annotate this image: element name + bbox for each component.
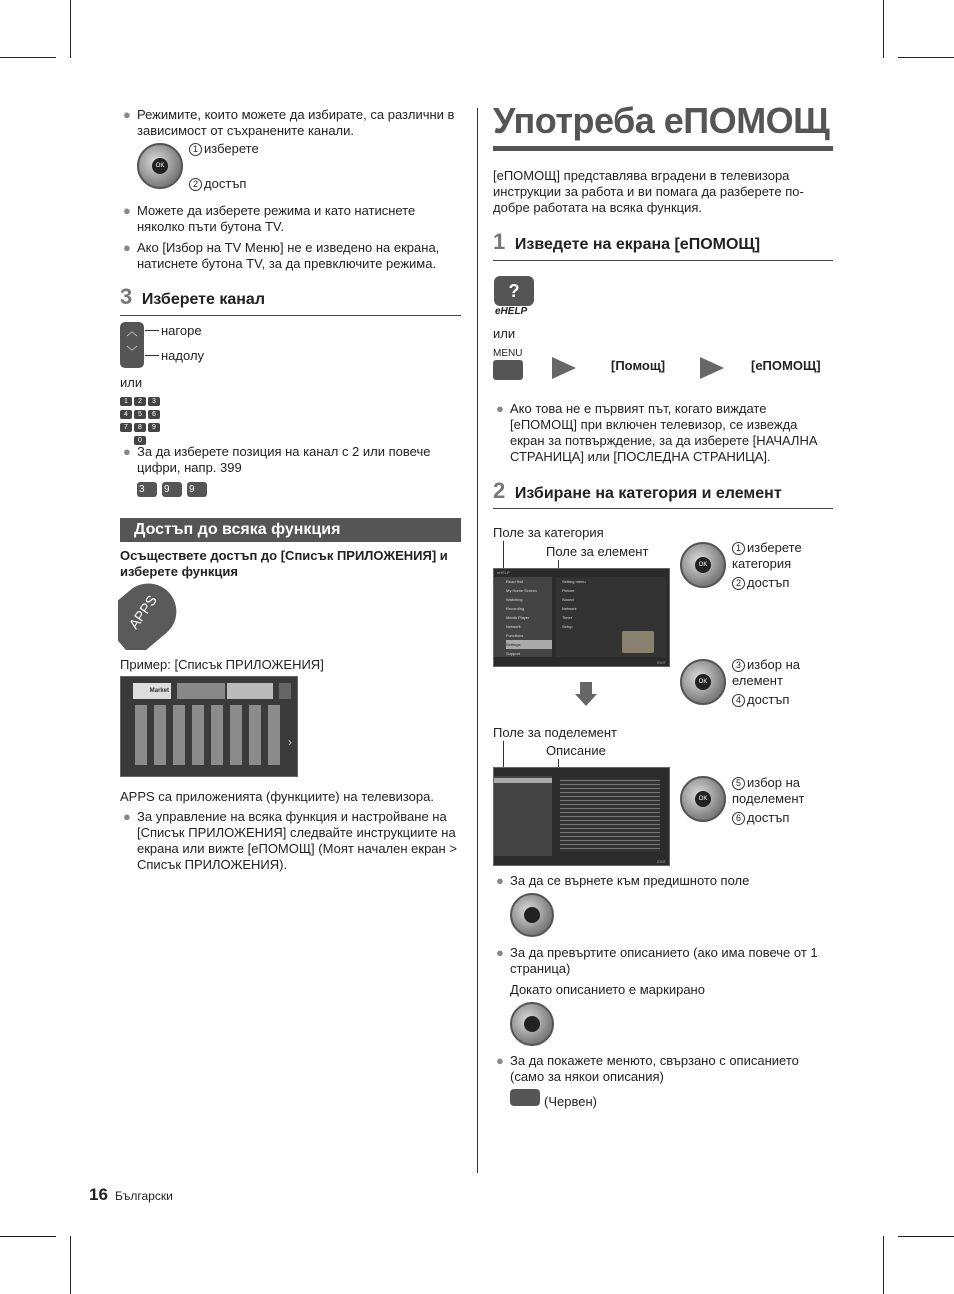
label-subelement-field: Поле за поделемент: [493, 725, 618, 740]
ok-pad-updown-icon: OK: [680, 659, 726, 705]
tile: [227, 683, 273, 699]
title-rule: [493, 146, 833, 151]
crop-mark: [898, 1236, 954, 1237]
crop-mark: [0, 57, 56, 58]
example-caption: Пример: [Списък ПРИЛОЖЕНИЯ]: [120, 657, 324, 672]
help-button-icon: ?: [494, 276, 534, 306]
crop-mark: [70, 1236, 71, 1294]
subelement-panel: [494, 776, 552, 856]
market-tile: Market: [133, 683, 171, 699]
column-divider: [477, 108, 478, 1173]
label-select-element: 3 избор на елемент: [732, 657, 801, 688]
tile: [279, 683, 291, 699]
arrow-down-icon: [580, 682, 592, 694]
arrow-right-icon: [700, 357, 724, 379]
access-subtitle: Осъществете достъп до [Списък ПРИЛОЖЕНИЯ] и изберете функция: [120, 548, 448, 579]
label-select-subelement: 5 избор на поделемент: [732, 775, 805, 806]
ok-pad-updown-icon: OK: [680, 542, 726, 588]
leader-line: [145, 355, 159, 356]
ok-pad-left-icon: [510, 893, 554, 937]
crop-mark: [883, 1236, 884, 1294]
ehelp-screen-description: EXIT: [493, 767, 670, 866]
chevron-right-icon: ›: [288, 735, 292, 749]
step3-heading: 3 Изберете канал: [120, 284, 265, 309]
label-down: надолу: [161, 348, 205, 363]
book-icon: [622, 631, 654, 653]
menu-label: MENU: [493, 348, 523, 359]
leader-line: [145, 330, 159, 331]
step2-heading: 2 Избиране на категория и елемент: [493, 478, 782, 503]
crop-mark: [883, 0, 884, 58]
ehelp-label: eHELP: [495, 306, 528, 317]
category-panel: Read first My Home Screen Watching Recording Media Player Network Functions Settings Support: [494, 577, 552, 657]
arrow-down-icon: [575, 694, 597, 706]
tile: [177, 683, 225, 699]
element-panel: Setting menu Picture Sound Network Timer Setup: [556, 577, 666, 657]
apps-list-screenshot: [120, 676, 298, 777]
crop-mark: [898, 57, 954, 58]
step3-rule: [120, 315, 461, 316]
description-panel: [560, 778, 660, 852]
bullet-tv-menu: ● Ако [Избор на TV Меню] не е изведено на екрана, натиснете бутона TV, за да превключите режима.: [123, 240, 440, 271]
page-title: Употреба еПОМОЩ: [493, 100, 830, 141]
channel-updown-icon: ︿ ﹀: [120, 322, 144, 368]
page-number: 16: [89, 1185, 108, 1204]
menu-pomosht: [Помощ]: [611, 358, 666, 373]
bullet-tv-button: ● Можете да изберете режима и като натиснете няколко пъти бутона TV.: [123, 203, 416, 234]
label-access: 2 достъп: [189, 176, 246, 192]
bullet-first-time: ● Ако това не е първият път, когато виждате [еПОМОЩ] при включен телевизор, се извежда екран за потвърждение, за да изберете [НАЧАЛНА СТРАНИЦА] или [ПОСЛЕДНА СТРАНИЦА].: [496, 401, 818, 464]
red-label: (Червен): [544, 1094, 597, 1109]
label-element-field: Поле за елемент: [546, 544, 649, 559]
apps-text: APPS са приложенията (функциите) на телевизора.: [120, 789, 434, 804]
number-keypad-icon: 1 2 3 4 5 6 7 8 9 0: [120, 393, 168, 445]
red-button-icon: [510, 1089, 540, 1106]
ok-pad-updown-icon: [510, 1002, 554, 1046]
digit-keys-399-icon: 3 9 9: [137, 480, 212, 497]
bullet-multi-digit: ● За да изберете позиция на канал с 2 или повече цифри, напр. 399: [123, 444, 431, 475]
apps-button-icon: APPS: [118, 580, 194, 650]
menu-button-icon: [493, 360, 523, 380]
app-icon-grid: [135, 705, 285, 765]
bullet-apps: ● За управление на всяка функция и настройване на [Списък ПРИЛОЖЕНИЯ] следвайте инструкциите на екрана или вижте [еПОМОЩ] (Моят начален екран > Списък ПРИЛОЖЕНИЯ).: [123, 809, 457, 872]
bullet-related-menu: ● За да покажете менюто, свързано с описанието (само за някои описания): [496, 1053, 799, 1084]
step1-heading: 1 Изведете на екрана [еПОМОЩ]: [493, 229, 761, 254]
ehelp-screen-categories: eHELP Read first My Home Screen Watching Recording Media Player Network Functions Settings Support Setting menu Picture Sound Network Timer Setup EXIT: [493, 568, 670, 667]
label-category-field: Поле за категория: [493, 525, 604, 540]
ok-pad-updown-icon: OK: [680, 776, 726, 822]
step2-rule: [493, 508, 833, 509]
label-access: 6 достъп: [732, 810, 789, 826]
bullet-modes: ● Режимите, които можете да избирате, са различни в зависимост от съхранените канали.: [123, 107, 455, 138]
crop-mark: [0, 1236, 56, 1237]
label-select-category: 1 изберете категория: [732, 540, 802, 571]
language-label: Български: [115, 1189, 173, 1203]
step1-rule: [493, 260, 833, 261]
bullet-back: ● За да се върнете към предишното поле: [496, 873, 750, 888]
label-up: нагоре: [161, 323, 202, 338]
label-description: Описание: [546, 743, 606, 758]
while-marked-text: Докато описанието е маркирано: [510, 982, 705, 997]
ok-pad-icon: OK: [137, 143, 183, 189]
label-or: или: [120, 375, 143, 390]
access-section-bar: Достъп до всяка функция: [120, 518, 461, 542]
intro-text: [еПОМОЩ] представлява вградени в телевизора инструкции за работа и ви помага да разберете по-добре работата на всяка функция.: [493, 168, 804, 215]
arrow-right-icon: [552, 357, 576, 379]
label-access: 4 достъп: [732, 692, 789, 708]
bullet-scroll: ● За да превъртите описанието (ако има повече от 1 страница): [496, 945, 818, 976]
label-or: или: [493, 326, 516, 341]
label-select: 1 изберете: [189, 141, 259, 157]
crop-mark: [70, 0, 71, 58]
label-access: 2 достъп: [732, 575, 789, 591]
menu-epomosht: [еПОМОЩ]: [751, 358, 821, 373]
